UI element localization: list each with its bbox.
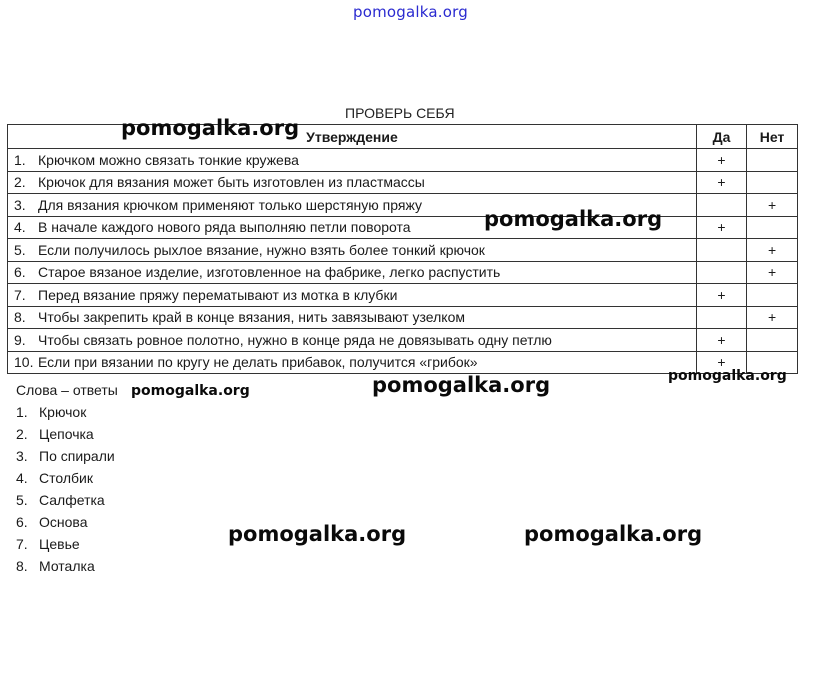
yes-mark: + [696, 351, 746, 374]
no-mark: + [747, 239, 798, 262]
answer-number: 2. [16, 426, 28, 442]
table-row [8, 239, 798, 262]
table-row [8, 194, 798, 217]
statement-cell [8, 329, 697, 352]
statement-header: Утверждение [8, 125, 697, 149]
row-number: 6. [14, 264, 26, 281]
statement-cell [8, 284, 697, 307]
row-number: 3. [14, 196, 26, 213]
yes-mark [696, 261, 746, 284]
row-number: 5. [14, 241, 26, 258]
answer-word: Столбик [39, 470, 93, 486]
answers-list [16, 401, 118, 577]
statement-text: В начале каждого нового ряда выполняю петли поворота [38, 219, 411, 236]
answers-title: Слова – ответы [16, 382, 118, 398]
no-mark [747, 171, 798, 194]
statement-cell [8, 306, 697, 329]
yes-mark: + [696, 216, 746, 239]
answers-section [16, 379, 118, 577]
answer-word: Крючок [39, 404, 87, 420]
yes-header: Да [696, 125, 746, 149]
statement-cell [8, 239, 697, 262]
watermark: pomogalka.org [131, 383, 250, 399]
answer-word: По спирали [39, 448, 115, 464]
answer-number: 3. [16, 448, 28, 464]
watermark: pomogalka.org [484, 207, 663, 231]
answer-number: 1. [16, 404, 28, 420]
row-number: 8. [14, 309, 26, 326]
watermark: pomogalka.org [668, 368, 787, 384]
answer-item [16, 423, 118, 445]
yes-mark [696, 194, 746, 217]
yes-mark: + [696, 171, 746, 194]
row-number: 9. [14, 331, 26, 348]
table-row [8, 306, 798, 329]
row-number: 4. [14, 219, 26, 236]
answer-item [16, 555, 118, 577]
yes-mark [696, 306, 746, 329]
statement-text: Крючком можно связать тонкие кружева [38, 151, 299, 168]
check-table [7, 124, 798, 374]
statement-text: Крючок для вязания может быть изготовлен из пластмассы [38, 174, 425, 191]
answer-item [16, 533, 118, 555]
answer-word: Цепочка [39, 426, 94, 442]
row-number: 2. [14, 174, 26, 191]
answer-word: Основа [39, 514, 88, 530]
watermark: pomogalka.org [524, 522, 703, 546]
answer-number: 4. [16, 470, 28, 486]
yes-mark [696, 239, 746, 262]
answer-item [16, 401, 118, 423]
statement-cell [8, 171, 697, 194]
yes-mark: + [696, 149, 746, 172]
answer-number: 6. [16, 514, 28, 530]
table-row [8, 329, 798, 352]
statement-text: Перед вязание пряжу перематывают из мотка в клубки [38, 286, 398, 303]
no-mark: + [747, 194, 798, 217]
document-title: ПРОВЕРЬ СЕБЯ [345, 105, 455, 121]
answer-item [16, 467, 118, 489]
table-row [8, 284, 798, 307]
statement-cell [8, 261, 697, 284]
statement-text: Если получилось рыхлое вязание, нужно взять более тонкий крючок [38, 241, 485, 258]
statement-cell [8, 351, 697, 374]
statement-text: Если при вязании по кругу не делать прибавок, получится «грибок» [38, 354, 478, 371]
watermark: pomogalka.org [372, 373, 551, 397]
no-header: Нет [747, 125, 798, 149]
row-number: 7. [14, 286, 26, 303]
statement-text: Старое вязаное изделие, изготовленное на фабрике, легко распустить [38, 264, 501, 281]
statement-text: Чтобы закрепить край в конце вязания, нить завязывают узелком [38, 309, 465, 326]
table-row [8, 261, 798, 284]
row-number: 1. [14, 151, 26, 168]
answer-item [16, 511, 118, 533]
no-mark [747, 149, 798, 172]
no-mark [747, 216, 798, 239]
no-mark [747, 284, 798, 307]
site-header-link[interactable]: pomogalka.org [353, 3, 468, 21]
table-body [8, 149, 798, 374]
no-mark: + [747, 261, 798, 284]
answer-item [16, 489, 118, 511]
row-number: 10. [14, 354, 34, 371]
answer-word: Моталка [39, 558, 95, 574]
statement-text: Для вязания крючком применяют только шерстяную пряжу [38, 196, 422, 213]
watermark: pomogalka.org [121, 116, 300, 140]
answer-number: 5. [16, 492, 28, 508]
statement-cell [8, 149, 697, 172]
no-mark [747, 329, 798, 352]
table-row [8, 171, 798, 194]
table-row [8, 149, 798, 172]
statement-text: Чтобы связать ровное полотно, нужно в конце ряда не довязывать одну петлю [38, 331, 552, 348]
no-mark: + [747, 306, 798, 329]
yes-mark: + [696, 329, 746, 352]
table-row [8, 216, 798, 239]
answer-number: 8. [16, 558, 28, 574]
answer-word: Салфетка [39, 492, 105, 508]
answer-word: Цевье [39, 536, 80, 552]
yes-mark: + [696, 284, 746, 307]
answer-item [16, 445, 118, 467]
watermark: pomogalka.org [228, 522, 407, 546]
answer-number: 7. [16, 536, 28, 552]
